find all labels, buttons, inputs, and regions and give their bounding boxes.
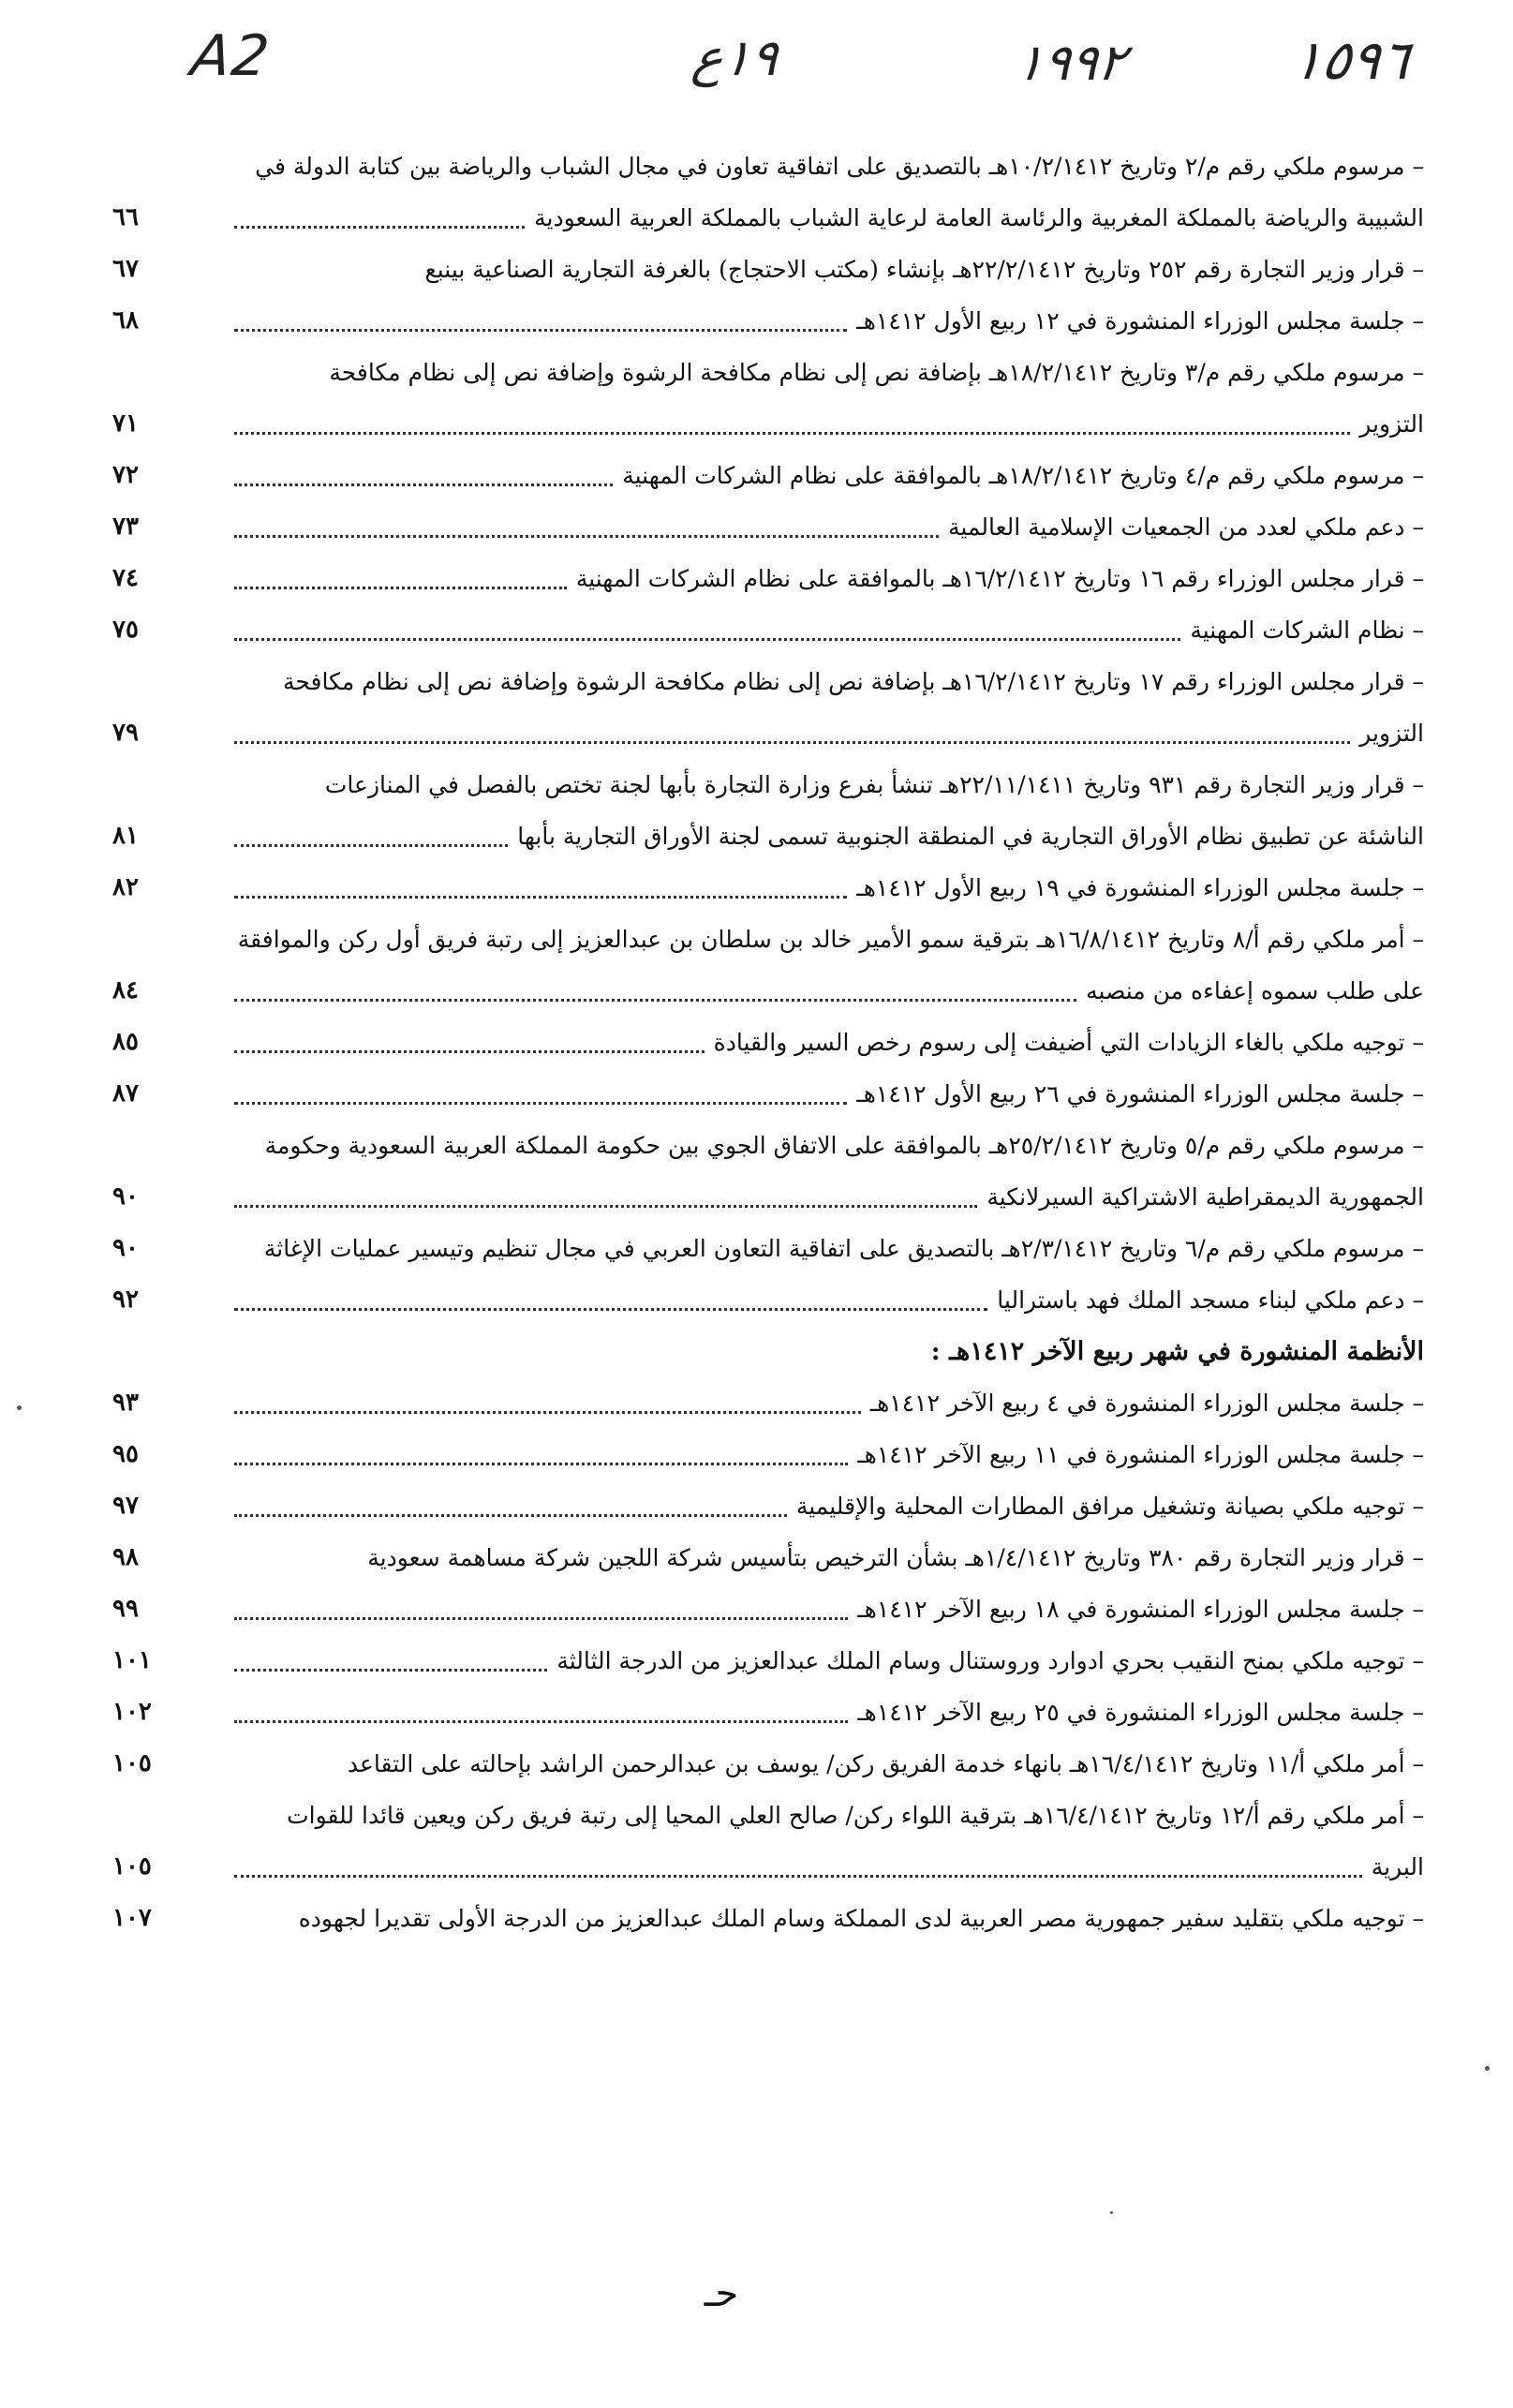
toc-entry-text: الأنظمة المنشورة في شهر ربيع الآخر ١٤١٢هـ :: [930, 1337, 1424, 1366]
toc-entry-text: – مرسوم ملكي رقم م/٢ وتاريخ ١٠/٢/١٤١٢هـ بالتصديق على اتفاقية تعاون في مجال الشباب والرياضة بين كتابة الدولة في: [255, 153, 1424, 180]
toc-page-number: ٩٠: [112, 1234, 139, 1262]
toc-entry-text: – توجيه ملكي بتقليد سفير جمهورية مصر العربية لدى المملكة وسام الملك عبدالعزيز من الدرجة الأولى تقديرا لجهوده: [298, 1905, 1424, 1932]
toc-entry: [94, 141, 1424, 192]
toc-entry: [94, 965, 1424, 1017]
toc-entry-text-wrap: [225, 1583, 1424, 1635]
dot-leader: [234, 1102, 847, 1105]
handwritten-mark-left: A2: [187, 23, 275, 89]
toc-entry: [94, 295, 1424, 347]
toc-entry: [94, 1274, 1424, 1326]
toc-entry-text-wrap: [225, 192, 1424, 244]
toc-page-number: ٩٩: [112, 1595, 139, 1623]
scan-speck: [17, 1405, 22, 1410]
toc-entry-text: – قرار مجلس الوزراء رقم ١٧ وتاريخ ١٦/٢/١٤١٢هـ بإضافة نص إلى نظام مكافحة الرشوة وإضافة نص إلى نظام مكافحة: [282, 668, 1424, 695]
dot-leader: [234, 535, 939, 538]
toc-entry: [94, 914, 1424, 965]
toc-page-number: ٧٩: [112, 719, 139, 747]
handwritten-mark-right: ١٥٩٦: [1288, 28, 1415, 92]
toc-entry-text: الجمهورية الديمقراطية الاشتراكية السيرلانكية: [986, 1183, 1424, 1211]
toc-entry: [94, 1841, 1424, 1893]
toc-entry: [94, 1893, 1424, 1944]
scan-speck: [1485, 2066, 1490, 2071]
toc-entry: [94, 1583, 1424, 1635]
toc-entry: [94, 1120, 1424, 1171]
toc-entry-text: – مرسوم ملكي رقم م/٦ وتاريخ ٢/٣/١٤١٢هـ بالتصديق على اتفاقية التعاون العربي في مجال تنظيم وتيسير عمليات الإغاثة: [263, 1235, 1424, 1262]
toc-entry-text: التزوير: [1359, 410, 1424, 438]
toc-entry-text-wrap: [225, 1274, 1424, 1326]
toc-entry-text-wrap: [225, 1738, 1424, 1790]
toc-entry-text-wrap: [225, 1120, 1424, 1171]
toc-entry-text: – جلسة مجلس الوزراء المنشورة في ٤ ربيع الآخر ١٤١٢هـ: [869, 1390, 1424, 1417]
toc-page-number: ١٠١: [112, 1646, 152, 1674]
toc-page-number: ٩٣: [112, 1389, 139, 1417]
toc-entry-text: – جلسة مجلس الوزراء المنشورة في ٢٥ ربيع الآخر ١٤١٢هـ: [857, 1699, 1424, 1726]
toc-page-number: ٦٦: [112, 203, 139, 231]
dot-leader: [234, 1720, 848, 1723]
toc-page-number: ٩٥: [112, 1440, 139, 1468]
toc-entry-text-wrap: [225, 1326, 1424, 1377]
dot-leader: [234, 1205, 977, 1208]
toc-entry-text-wrap: [225, 1017, 1424, 1068]
toc-page-number: ١٠٥: [112, 1749, 152, 1777]
toc-entry-text-wrap: [225, 810, 1424, 862]
handwritten-mark-year: ١٩٩٢: [1012, 33, 1130, 92]
toc-entry-text-wrap: [225, 1841, 1424, 1893]
toc-entry-text-wrap: [225, 707, 1424, 759]
toc-entry-text-wrap: [225, 1223, 1424, 1274]
toc-page-number: ٧١: [112, 409, 139, 438]
dot-leader: [234, 1617, 848, 1620]
toc-entry: [94, 1790, 1424, 1841]
toc-entry: [94, 1017, 1424, 1068]
toc-entry-text: – قرار وزير التجارة رقم ٣٨٠ وتاريخ ١/٤/١٤١٢هـ بشأن الترخيص بتأسيس شركة اللجين شركة مساهمة سعودية: [367, 1544, 1424, 1571]
toc-entry-text: – جلسة مجلس الوزراء المنشورة في ٢٦ ربيع الأول ١٤١٢هـ: [856, 1080, 1424, 1107]
toc-entry-text: – قرار وزير التجارة رقم ٩٣١ وتاريخ ٢٢/١١/١٤١١هـ تنشأ بفرع وزارة التجارة بأبها لجنة تختص بالفصل في المنازعات: [324, 771, 1424, 798]
dot-leader: [234, 432, 1350, 435]
toc-entry: [94, 1171, 1424, 1223]
toc-entry-text: – جلسة مجلس الوزراء المنشورة في ١٨ ربيع الآخر ١٤١٢هـ: [857, 1596, 1424, 1623]
dot-leader: [234, 329, 847, 332]
toc-page-number: ١٠٢: [112, 1698, 152, 1726]
toc-page-number: ٩٠: [112, 1182, 139, 1211]
toc-entry: [94, 759, 1424, 810]
toc-entry-text-wrap: [225, 141, 1424, 192]
dot-leader: [234, 741, 1350, 744]
toc-entry-text-wrap: [225, 1532, 1424, 1583]
toc-entry-text-wrap: [225, 347, 1424, 398]
toc-entry-text-wrap: [225, 914, 1424, 965]
table-of-contents: [94, 141, 1424, 1944]
toc-entry: [94, 1068, 1424, 1120]
toc-entry: [94, 1223, 1424, 1274]
toc-entry-text-wrap: [225, 862, 1424, 914]
toc-entry: [94, 501, 1424, 553]
toc-entry-text-wrap: [225, 1171, 1424, 1223]
toc-entry: [94, 862, 1424, 914]
toc-entry-text: – أمر ملكي رقم أ/٨ وتاريخ ١٦/٨/١٤١٢هـ بترقية سمو الأمير خالد بن سلطان بن عبدالعزيز إلى رتبة فريق أول ركن والموافقة: [237, 926, 1424, 953]
toc-entry-text: – جلسة مجلس الوزراء المنشورة في ١٩ ربيع الأول ١٤١٢هـ: [856, 874, 1424, 901]
dot-leader: [234, 226, 525, 229]
section-heading: [94, 1326, 1424, 1377]
toc-page-number: ٦٧: [112, 255, 139, 283]
dot-leader: [234, 1875, 1362, 1878]
toc-page-number: ٨٢: [112, 873, 139, 901]
toc-entry-text: التزوير: [1359, 720, 1424, 747]
toc-entry-text-wrap: [225, 501, 1424, 553]
toc-entry-text-wrap: [225, 553, 1424, 604]
dot-leader: [234, 999, 1076, 1002]
dot-leader: [234, 1463, 848, 1465]
dot-leader: [234, 483, 613, 486]
toc-entry: [94, 810, 1424, 862]
toc-entry-text: – مرسوم ملكي رقم م/٤ وتاريخ ١٨/٢/١٤١٢هـ بالموافقة على نظام الشركات المهنية: [622, 462, 1424, 489]
toc-entry: [94, 1532, 1424, 1583]
toc-page-number: ٦٨: [112, 306, 139, 334]
toc-entry-text: – دعم ملكي لبناء مسجد الملك فهد باستراليا: [997, 1286, 1424, 1314]
scan-speck: [1110, 2211, 1113, 2214]
toc-entry: [94, 707, 1424, 759]
dot-leader: [234, 1669, 547, 1672]
toc-page-number: ٩٨: [112, 1543, 139, 1571]
toc-entry-text: – نظام الشركات المهنية: [1190, 617, 1424, 644]
toc-entry: [94, 604, 1424, 656]
toc-entry-text: الشبيبة والرياضة بالمملكة المغربية والرئاسة العامة لرعاية الشباب بالمملكة العربية السعودية: [534, 204, 1424, 231]
toc-page-number: ٧٢: [112, 461, 139, 489]
toc-entry-text-wrap: [225, 450, 1424, 501]
toc-page-number: ١٠٥: [112, 1852, 152, 1880]
toc-entry-text-wrap: [225, 1635, 1424, 1687]
toc-entry-text-wrap: [225, 1790, 1424, 1841]
page-footer-mark: حـ: [704, 2272, 739, 2315]
toc-entry: [94, 450, 1424, 501]
toc-entry-text-wrap: [225, 965, 1424, 1017]
handwritten-mark-center: ١٩ع: [689, 28, 782, 87]
toc-entry-text: على طلب سموه إعفاءه من منصبه: [1086, 977, 1424, 1004]
toc-entry-text: – جلسة مجلس الوزراء المنشورة في ١٢ ربيع الأول ١٤١٢هـ: [856, 307, 1424, 334]
toc-page-number: ٩٧: [112, 1492, 139, 1520]
toc-entry-text-wrap: [225, 1893, 1424, 1944]
dot-leader: [234, 1050, 705, 1053]
toc-entry: [94, 1687, 1424, 1738]
toc-page-number: ٧٤: [112, 564, 139, 592]
toc-entry-text: – مرسوم ملكي رقم م/٥ وتاريخ ٢٥/٢/١٤١٢هـ بالموافقة على الاتفاق الجوي بين حكومة المملكة العربية السعودية وحكومة: [264, 1132, 1424, 1159]
toc-entry: [94, 398, 1424, 450]
toc-entry-text-wrap: [225, 1068, 1424, 1120]
dot-leader: [234, 1514, 787, 1517]
toc-entry-text: – توجيه ملكي بالغاء الزيادات التي أضيفت إلى رسوم رخص السير والقيادة: [713, 1029, 1424, 1056]
toc-entry-text: – دعم ملكي لعدد من الجمعيات الإسلامية العالمية: [947, 513, 1424, 541]
toc-entry-text-wrap: [225, 398, 1424, 450]
toc-entry-text: – توجيه ملكي بصيانة وتشغيل مرافق المطارات المحلية والإقليمية: [795, 1493, 1424, 1520]
toc-entry: [94, 656, 1424, 707]
toc-page-number: ٨١: [112, 822, 139, 850]
toc-entry-text-wrap: [225, 295, 1424, 347]
toc-entry-text-wrap: [225, 1687, 1424, 1738]
toc-entry-text: – قرار مجلس الوزراء رقم ١٦ وتاريخ ١٦/٢/١٤١٢هـ بالموافقة على نظام الشركات المهنية: [575, 565, 1424, 592]
toc-entry: [94, 1738, 1424, 1790]
toc-entry: [94, 553, 1424, 604]
toc-page-number: ٩٢: [112, 1286, 139, 1314]
toc-entry-text: – توجيه ملكي بمنح النقيب بحري ادوارد وروستنال وسام الملك عبدالعزيز من الدرجة الثالثة: [556, 1647, 1424, 1674]
toc-entry-text: – مرسوم ملكي رقم م/٣ وتاريخ ١٨/٢/١٤١٢هـ بإضافة نص إلى نظام مكافحة الرشوة وإضافة نص إلى نظام مكافحة: [329, 359, 1424, 386]
toc-entry-text-wrap: [225, 1377, 1424, 1429]
toc-page-number: ٨٥: [112, 1028, 139, 1056]
toc-entry-text: – أمر ملكي رقم أ/١٢ وتاريخ ١٦/٤/١٤١٢هـ بترقية اللواء ركن/ صالح العلي المحيا إلى رتبة فريق ركن ويعين قائدا للقوات: [287, 1802, 1424, 1829]
dot-leader: [234, 638, 1180, 641]
dot-leader: [234, 896, 847, 899]
toc-entry-text-wrap: [225, 1429, 1424, 1480]
toc-entry-text-wrap: [225, 656, 1424, 707]
dot-leader: [234, 844, 508, 847]
toc-entry: [94, 192, 1424, 244]
toc-page-number: ٧٣: [112, 513, 139, 541]
toc-entry: [94, 1480, 1424, 1532]
toc-entry: [94, 1429, 1424, 1480]
dot-leader: [234, 587, 567, 589]
toc-entry: [94, 244, 1424, 295]
toc-entry-text: – قرار وزير التجارة رقم ٢٥٢ وتاريخ ٢٢/٢/١٤١٢هـ بإنشاء (مكتب الاحتجاج) بالغرفة التجارية الصناعية بينبع: [424, 256, 1424, 283]
toc-entry: [94, 347, 1424, 398]
toc-page-number: ٨٧: [112, 1079, 139, 1107]
toc-entry-text-wrap: [225, 1480, 1424, 1532]
toc-entry-text-wrap: [225, 244, 1424, 295]
toc-entry-text: – جلسة مجلس الوزراء المنشورة في ١١ ربيع الآخر ١٤١٢هـ: [857, 1441, 1424, 1468]
toc-entry-text: البرية: [1371, 1853, 1424, 1880]
toc-page-number: ١٠٧: [112, 1904, 152, 1932]
toc-entry-text: الناشئة عن تطبيق نظام الأوراق التجارية في المنطقة الجنوبية تسمى لجنة الأوراق التجارية بأبها: [517, 823, 1424, 850]
toc-page-number: ٧٥: [112, 616, 139, 644]
toc-entry: [94, 1377, 1424, 1429]
toc-entry-text-wrap: [225, 759, 1424, 810]
toc-entry-text-wrap: [225, 604, 1424, 656]
dot-leader: [234, 1411, 861, 1414]
toc-entry: [94, 1635, 1424, 1687]
toc-entry-text: – أمر ملكي أ/١١ وتاريخ ١٦/٤/١٤١٢هـ بانهاء خدمة الفريق ركن/ يوسف بن عبدالرحمن الراشد بإحالته على التقاعد: [347, 1750, 1424, 1777]
dot-leader: [234, 1308, 987, 1311]
toc-page-number: ٨٤: [112, 976, 139, 1004]
